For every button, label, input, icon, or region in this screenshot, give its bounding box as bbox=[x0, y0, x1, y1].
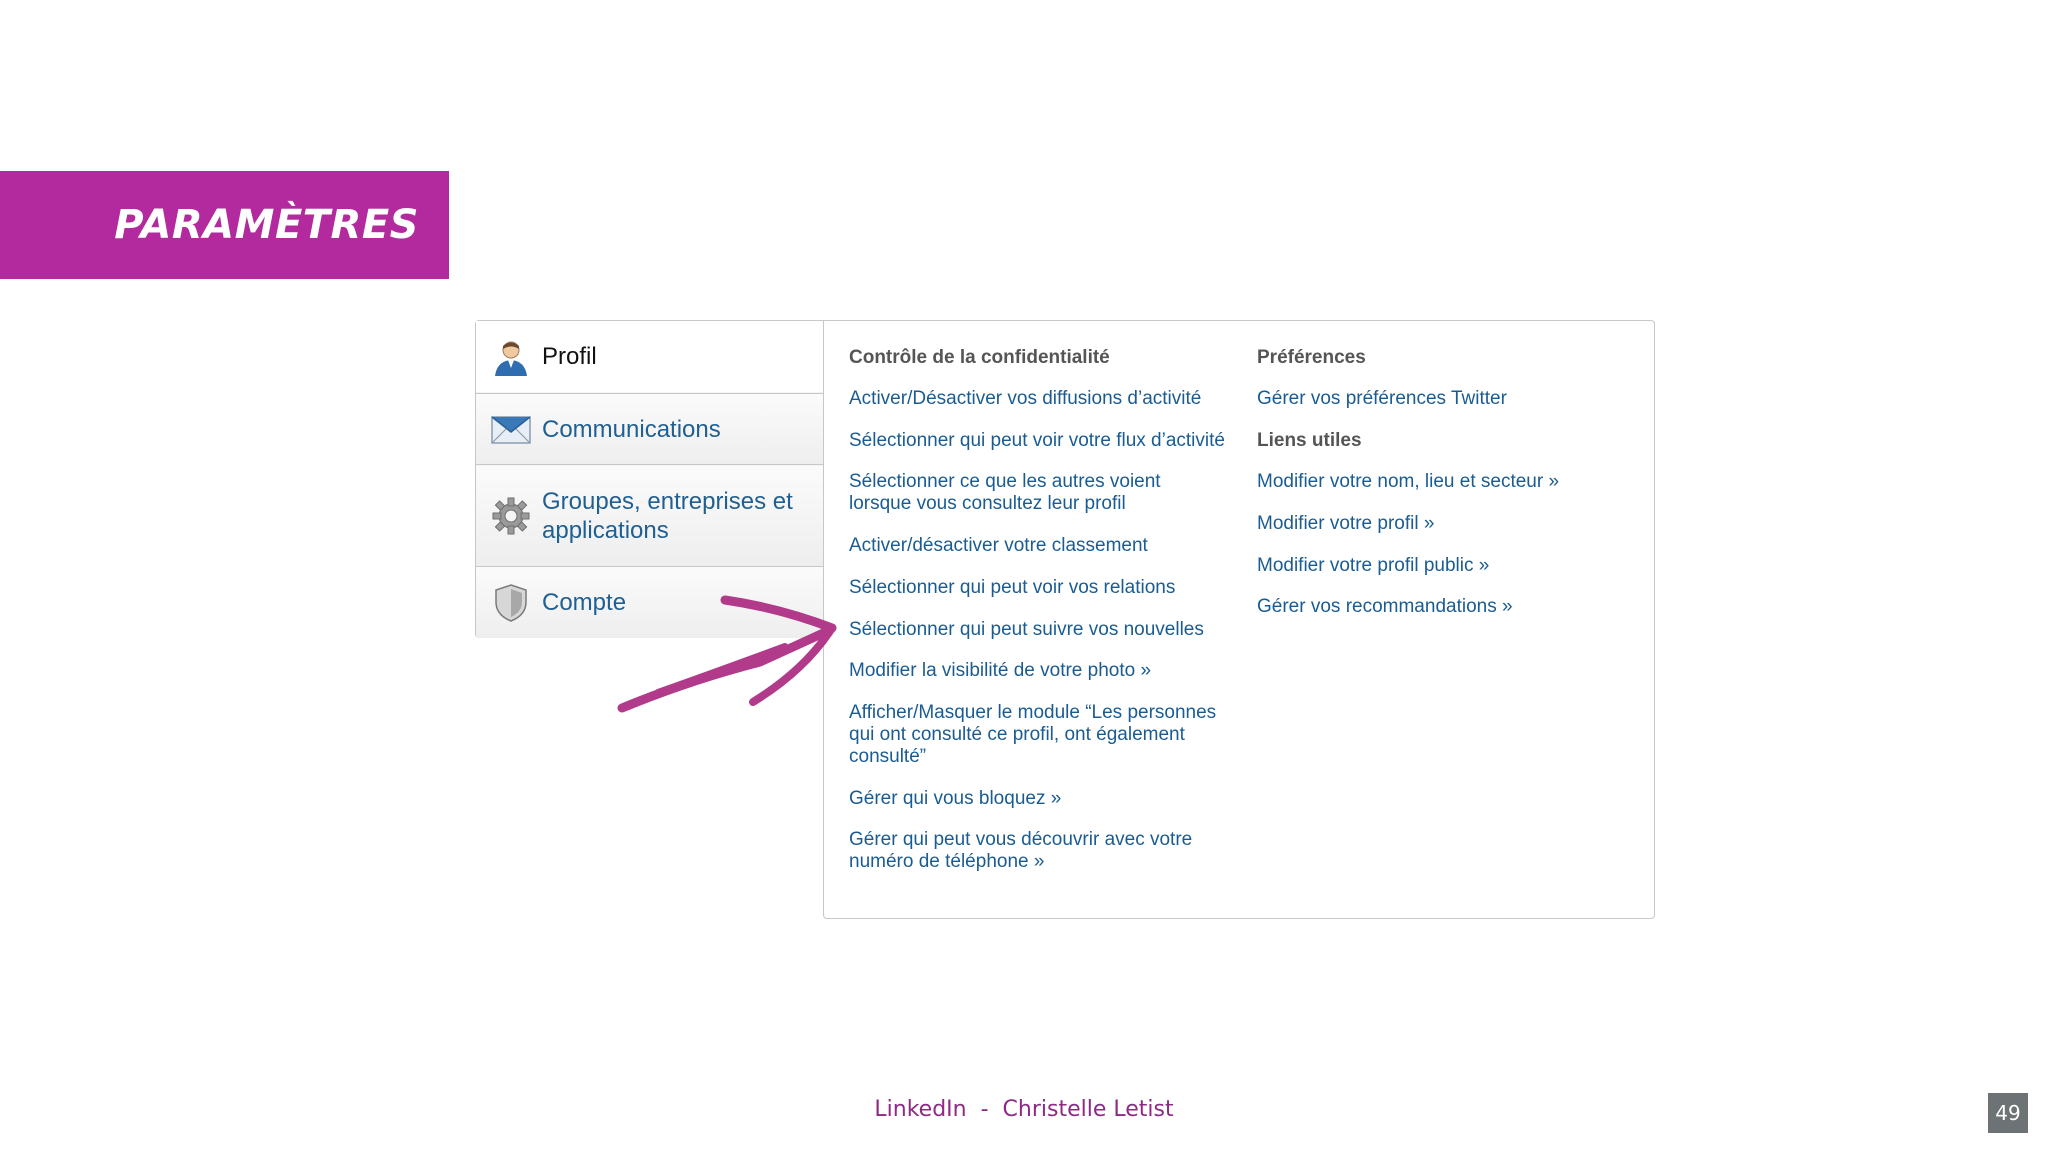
useful-link-edit-profile[interactable]: Modifier votre profil » bbox=[1257, 513, 1435, 534]
privacy-link-activity-feed[interactable]: Sélectionner qui peut voir votre flux d’activité bbox=[849, 430, 1225, 451]
useful-link-recommendations[interactable]: Gérer vos recommandations » bbox=[1257, 596, 1513, 617]
privacy-link-photo-visibility[interactable]: Modifier la visibilité de votre photo » bbox=[849, 660, 1152, 681]
preferences-link-twitter[interactable]: Gérer vos préférences Twitter bbox=[1257, 388, 1507, 409]
page-title: PARAMÈTRES bbox=[114, 202, 419, 248]
user-icon bbox=[490, 336, 532, 378]
sidebar-item-communications[interactable] bbox=[476, 393, 824, 465]
shield-icon bbox=[490, 582, 532, 624]
useful-links-heading: Liens utiles bbox=[1257, 430, 1362, 451]
privacy-link-viewers-module[interactable]: Afficher/Masquer le module “Les personnes qui ont consulté ce profil, ont également consulté” bbox=[849, 702, 1217, 767]
gear-icon bbox=[490, 495, 532, 537]
privacy-heading: Contrôle de la confidentialité bbox=[849, 347, 1110, 368]
preferences-heading: Préférences bbox=[1257, 347, 1366, 368]
privacy-link-profile-viewing[interactable]: Sélectionner ce que les autres voient lorsque vous consultez leur profil bbox=[849, 471, 1161, 514]
privacy-link-ranking[interactable]: Activer/désactiver votre classement bbox=[849, 535, 1148, 556]
privacy-link-phone-discovery[interactable]: Gérer qui peut vous découvrir avec votre numéro de téléphone » bbox=[849, 829, 1193, 872]
privacy-link-activity-broadcasts[interactable]: Activer/Désactiver vos diffusions d’activité bbox=[849, 388, 1202, 409]
sidebar-item-label: Compte bbox=[542, 589, 627, 616]
sidebar-item-groupes[interactable] bbox=[476, 466, 824, 567]
useful-link-public-profile[interactable]: Modifier votre profil public » bbox=[1257, 555, 1490, 576]
page-number-badge: 49 bbox=[1988, 1093, 2028, 1133]
sidebar-item-profil[interactable] bbox=[476, 321, 824, 392]
settings-content bbox=[823, 320, 1655, 919]
useful-link-name-location[interactable]: Modifier votre nom, lieu et secteur » bbox=[1257, 471, 1560, 492]
privacy-link-blocking[interactable]: Gérer qui vous bloquez » bbox=[849, 788, 1062, 809]
sidebar-item-label: Profil bbox=[542, 343, 597, 370]
envelope-icon bbox=[490, 408, 532, 450]
privacy-link-connections[interactable]: Sélectionner qui peut voir vos relations bbox=[849, 577, 1176, 598]
annotation-arrow-icon bbox=[610, 590, 840, 720]
privacy-link-follow-news[interactable]: Sélectionner qui peut suivre vos nouvelles bbox=[849, 619, 1204, 640]
footer-credit: LinkedIn - Christelle Letist bbox=[874, 1097, 1174, 1122]
sidebar-item-label: Communications bbox=[542, 415, 721, 443]
sidebar-item-label: Groupes, entreprises et applications bbox=[542, 488, 793, 544]
